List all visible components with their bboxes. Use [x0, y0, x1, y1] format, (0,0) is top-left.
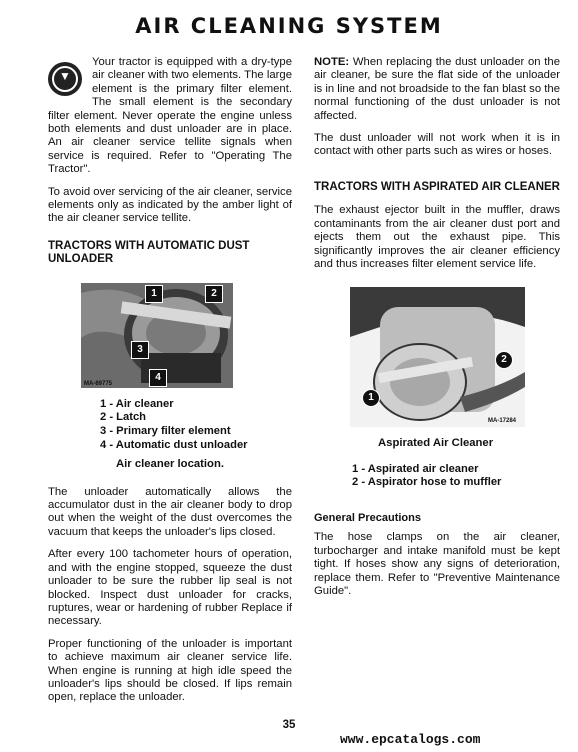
callout-3: 3 [131, 341, 149, 359]
callout-1: 1 [362, 389, 380, 407]
note-text: When replacing the dust unloader on the air cleaner, be sure the flat side of the unloader is in line and not broadside to the fan blast so the normal functioning of the dust unloader is not affected. [314, 56, 560, 122]
service-paragraph: To avoid over servicing of the air cleaner, service elements only as indicated by the amber light of the air cleaner service tellite. [48, 185, 292, 225]
list-item: 1 - Aspirated air cleaner [352, 462, 479, 475]
air-cleaner-photo [81, 283, 233, 388]
list-item: 4 - Automatic dust unloader [100, 438, 248, 451]
photo-code: MA-69775 [84, 380, 113, 387]
contact-paragraph: The dust unloader will not work when it is in contact with other parts such as wires or hoses. [314, 132, 560, 158]
list-item: 1 - Air cleaner [100, 397, 174, 410]
inspection-paragraph: After every 100 tachometer hours of operation, and with the engine stopped, squeeze the dust unloader to be sure the rubber lip seal is not blocked. Inspect dust unloader for cracks, ruptures, wear or hardening of rubber Replace if necessary. [48, 548, 292, 628]
page-number: 35 [282, 719, 296, 731]
list-item: 2 - Latch [100, 411, 147, 424]
photo-code: MA-17284 [488, 418, 517, 425]
list-item: 3 - Primary filter element [100, 425, 231, 438]
section-heading-aspirated: TRACTORS WITH ASPIRATED AIR CLEANER [314, 180, 560, 193]
callout-1: 1 [145, 285, 163, 303]
unloader-paragraph: The unloader automatically allows the accumulator dust in the air cleaner body to drop out when the weight of the dust overcomes the vacuum that keeps the unloader's lips closed. [48, 485, 292, 538]
watermark-link[interactable]: www.epcatalogs.com [340, 732, 481, 747]
note-paragraph [314, 56, 560, 123]
intro-paragraph: Your tractor is equipped with a dry-type air cleaner with two elements. The large element is the primary filter element. The small element is the secondary filter element. Never operate the engine unless both elements and dust unloader are in place. An air cleaner service tellite signals when service is required. Refer to "Operating The Tractor". [48, 56, 292, 176]
list-item: 2 - Aspirator hose to muffler [352, 476, 502, 489]
note-label: NOTE: [314, 56, 350, 68]
ejector-paragraph: The exhaust ejector built in the muffler, draws contaminants from the air cleaner dust port and ejects them out the exhaust pipe. This significantly improves the air cleaner efficiency and thus increases filter element service life. [314, 204, 560, 270]
service-emblem-icon: ▼ [48, 62, 82, 96]
callout-4: 4 [149, 369, 167, 387]
function-paragraph: Proper functioning of the unloader is important to achieve maximum air cleaner service life. When engine is running at high idle speed the unloader's lips should be closed. If lips remain open, replace the unloader. [48, 637, 292, 704]
section-heading-automatic-unloader: TRACTORS WITH AUTOMATIC DUST UNLOADER [48, 239, 250, 266]
left-column [48, 56, 292, 714]
general-precautions-heading: General Precautions [314, 511, 421, 524]
right-column [314, 56, 560, 607]
callout-2: 2 [205, 285, 223, 303]
figure-caption: Aspirated Air Cleaner [378, 437, 494, 450]
precautions-paragraph: The hose clamps on the air cleaner, turbocharger and intake manifold must be kept tight. If hoses show any signs of deterioration, replace them. Refer to "Preventive Maintenance Guide". [314, 531, 560, 597]
aspirated-air-cleaner-photo [350, 287, 525, 427]
parts-list [100, 398, 292, 452]
page-title: AIR CLEANING SYSTEM [135, 14, 443, 38]
callout-2: 2 [495, 351, 513, 369]
aspirated-parts-list [352, 463, 560, 490]
figure-caption: Air cleaner location. [116, 458, 224, 471]
